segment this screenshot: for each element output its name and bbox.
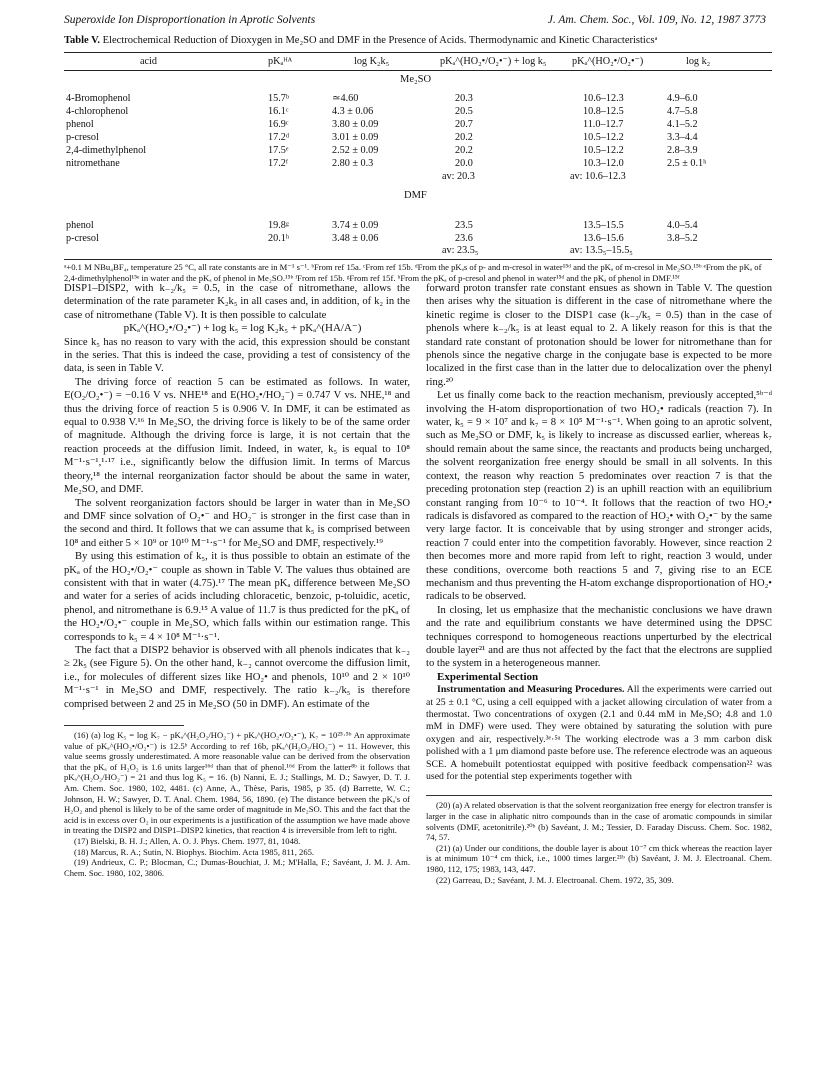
paragraph-text: All the experiments were carried out at 25 ± 0.1 °C, using a cell equipped with a jacket allowing circulation of water from a thermostat. Two concentrations of oxygen (2.1 and 0.44 mM in Me₂SO; 4.8 and 1.0 mM in DMF) were used. They were obtained by saturating the solution with pure oxygen and air, respectively.³ᵉ·⁵ᵃ The working electrode was a 3 mm carbon disk polished with a 1 μm diamond paste before use. The reference electrode was an aqueous SCE. A homebuilt potentiostat equipped with positive feedback compensation²² was used for the potential step experiments together with [426, 684, 773, 783]
section-heading: Experimental Section [437, 670, 539, 683]
col-header-pka-logk5: pKₐ^(HO₂•/O₂•⁻) + log k₅ [440, 56, 547, 67]
cell-logk2k5: 2.52 ± 0.09 [332, 145, 379, 156]
cell-logk2k5: 3.74 ± 0.09 [332, 220, 379, 231]
cell-avg-pka: av: 13.5₅–15.5₅ [570, 245, 633, 256]
cell-pka-range: 13.5–15.5 [583, 220, 624, 231]
cell-sum: 23.6 [455, 233, 473, 244]
cell-logk2: 4.9–6.0 [667, 93, 698, 104]
col-header-acid: acid [140, 56, 157, 67]
footnote-divider [64, 725, 184, 726]
reference: (18) Marcus, R. A.; Sutin, N. Biophys. Biochim. Acta 1985, 811, 265. [74, 846, 315, 857]
cell-pka: 20.1ʰ [268, 233, 290, 244]
footnote-references [64, 730, 410, 878]
reference: (20) (a) A related observation is that the solvent reorganization free energy for electron transfer is larger in the case in aliphatic nitro compounds than in the case of aromatic compounds in similar solvents (DMF, acetonitrile).²⁰ᵇ (b) Savéant, J. M.; Tessier, D. Faraday Discuss. Chem. Soc. 1982, 74, 57. [426, 800, 772, 843]
cell-acid: p-cresol [66, 132, 99, 143]
right-column [426, 282, 772, 885]
cell-logk2: 3.3–4.4 [667, 132, 698, 143]
cell-pka: 15.7ᵇ [268, 93, 289, 104]
cell-logk2: 2.8–3.9 [667, 145, 698, 156]
table-caption-text: Electrochemical Reduction of Dioxygen in Me₂SO and DMF in the Presence of Acids. Thermodynamic and Kinetic Characteristicsᵃ [102, 35, 658, 46]
cell-pka: 16.1ᶜ [268, 106, 289, 117]
cell-acid: 2,4-dimethylphenol [66, 145, 147, 156]
cell-logk2: 2.5 ± 0.1ʰ [667, 158, 707, 169]
paragraph: In closing, let us emphasize that the mechanistic conclusions we have drawn and the rate and equilibrium constants we have determined using the DPSC techniques correspond to homogeneous reactions unperturbed by the electrical double layer²¹ and are thus not affected by the fact that the electrons are supplied to the system in a heterogeneous manner. [426, 604, 772, 670]
cell-pka-range: 10.5–12.2 [583, 132, 624, 143]
running-header-citation: J. Am. Chem. Soc., Vol. 109, No. 12, 1987 3773 [547, 14, 766, 26]
cell-pka-range: 10.3–12.0 [583, 158, 624, 169]
cell-logk2: 4.1–5.2 [667, 119, 698, 130]
left-column [64, 282, 410, 878]
cell-pka-range: 13.6–15.6 [583, 233, 624, 244]
cell-avg-sum: av: 20.3 [442, 171, 475, 182]
paragraph [426, 684, 772, 783]
table-section-title: DMF [404, 190, 427, 201]
table-row [0, 220, 820, 233]
table-header-rule [64, 70, 772, 71]
cell-sum: 20.2 [455, 145, 473, 156]
table-row [0, 106, 820, 119]
paragraph: The fact that a DISP2 behavior is observed with all phenols indicates that k₋₂ ≥ 2k₅ (see Figure 5). On the other hand, k₋₂ cannot overcome the diffusion limit, i.e., for molecules of different sizes like HO₂• and phenols, 10¹⁰ and 2 × 10¹⁰ M⁻¹·s⁻¹ in Me₂SO and DMF, respectively. The ratio k₋₂/k₅ is therefore comprised between 2 and 25 in Me₂SO (50 in DMF). An estimate of the [64, 644, 410, 710]
cell-pka: 17.2ᶠ [268, 158, 288, 169]
running-header-title: Superoxide Ion Disproportionation in Aprotic Solvents [64, 14, 316, 26]
cell-acid: 4-chlorophenol [66, 106, 129, 117]
table-row [0, 93, 820, 106]
table-top-rule [64, 52, 772, 53]
footnote-divider [426, 795, 772, 796]
cell-pka: 19.8ᵍ [268, 220, 289, 231]
reference: (21) (a) Under our conditions, the double layer is about 10⁻⁷ cm thick whereas the reaction layer is at minimum 10⁻⁴ cm thick, i.e., 1000 times larger.²¹ᵇ (b) Savéant, J. M. J. Electroanal. Chem. 1980, 112, 175; 1983, 143, 447. [426, 842, 772, 874]
cell-sum: 20.5 [455, 106, 473, 117]
cell-sum: 20.2 [455, 132, 473, 143]
cell-logk2k5: 2.80 ± 0.3 [332, 158, 374, 169]
cell-pka: 17.2ᵈ [268, 132, 289, 143]
cell-acid: phenol [66, 119, 94, 130]
paragraph: forward proton transfer rate constant ensues as shown in Table V. The question then arises why the situation is different in the case of nitromethane where the kinetic regime is closer to the DISP1 case (k₋₂/k₅ = 0.5) than in the case of phenols where k₋₂/k₅ is at least equal to 2. A likely reason for this is that the standard rate constant of protonation should be lower for nitromethane than for phenols since the negative charge in the conjugate base is expected to be more localized in the first case than in the latter due to delocalization over the phenyl ring.²⁰ [426, 283, 772, 388]
col-header-pka-ho2: pKₐ^(HO₂•/O₂•⁻) [572, 56, 644, 67]
table-row [0, 132, 820, 145]
equation: pKₐ^(HO₂•/O₂•⁻) + log k₅ = log K₂k₅ + pKₐ^(HA/A⁻) [123, 322, 362, 335]
reference: (17) Bielski, B. H. J.; Allen, A. O. J. Phys. Chem. 1977, 81, 1048. [74, 835, 301, 846]
table-row [0, 145, 820, 158]
cell-sum: 23.5 [455, 220, 473, 231]
cell-avg-sum: av: 23.5₅ [442, 245, 479, 256]
reference: (19) Andrieux, C. P.; Blocman, C.; Dumas-Bouchiat, J. M.; M'Halla, F.; Savéant, J. M. J. Am. Chem. Soc. 1980, 102, 3806. [64, 857, 410, 878]
cell-pka-range: 10.6–12.3 [583, 93, 624, 104]
paragraph: Since k₅ has no reason to vary with the acid, this expression should be constant in the series. That this is indeed the case, providing a test of consistency of the data, is seen in Table V. [64, 336, 410, 375]
cell-logk2: 3.8–5.2 [667, 233, 698, 244]
cell-pka-range: 10.5–12.2 [583, 145, 624, 156]
cell-sum: 20.3 [455, 93, 473, 104]
paragraph: Let us finally come back to the reaction mechanism, previously accepted,⁵ᵇ⁻ᵈ involving the H-atom disproportionation of two HO₂• radicals (reaction 7). In water, k₅ = 9 × 10⁷ and k₇ = 8 × 10⁵ M⁻¹·s⁻¹. When going to an aprotic solvent, such as Me₂SO or DMF, k₅ is likely to increase as discussed earlier, whereas k₇ should remain about the same since, the reactants and products being uncharged, the solvent reorganization free energy should be small in all solvents. In this context, the reason why reaction 5 predominates over reaction 7 is that the preceding protonation step (reaction 2) is an uphill reaction with an equilibrium constant ranging from 10⁻⁶ to 10⁻⁴. It follows that the reaction of two HO₂• radicals is disfavored as compared to the reaction of HO₂• with O₂•⁻ by the same very large factor. It is conceivable that by using stronger and stronger acids, reaction 7 could enter into the competition favorably. However, since reaction 2 then becomes more and more rapid from left to right, reaction 3 would, under these conditions, overcome both reactions 5 and 7, giving rise to an ECE mechanism and thus preventing the H-atom exchange disproportionation of HO₂• radicals to be observed. [426, 390, 772, 603]
table-section-title: Me₂SO [400, 74, 432, 85]
table-bottom-rule [64, 259, 772, 260]
paragraph: DISP1–DISP2, with k₋₂/k₅ = 0.5, in the case of nitromethane, allows the determination of the rate parameter K₂k₅ in all cases and, in addition, of k₂ in the case of nitromethane (Table V). It is then possible to calculate [64, 283, 410, 321]
table-avg-row [0, 171, 820, 184]
paragraph: The driving force of reaction 5 can be estimated as follows. In water, E(O₂/O₂•⁻) = −0.16 V vs. NHE¹⁸ and E(HO₂•/HO₂⁻) = 0.747 V vs. NHE,¹⁸ and thus the driving force of reaction 5 is 0.906 V. In DMF, it can be estimated as equal to 0.938 V.¹⁶ In Me₂SO, the driving force is likely to be of the same order of magnitude. Although the driving force is large, it is not certain that the reaction proceeds at the diffusion limit. Indeed, in water, k₅ is equal to 10⁸ M⁻¹·s⁻¹,¹·¹⁷ i.e., significantly below the diffusion limit. In terms of Marcus theory,¹⁸ the internal reorganization factor should be about the same in water, Me₂SO, and DMF. [64, 376, 410, 496]
cell-pka: 16.9ᶜ [268, 119, 289, 130]
cell-logk2k5: 3.48 ± 0.06 [332, 233, 379, 244]
table-row [0, 119, 820, 132]
cell-pka-range: 10.8–12.5 [583, 106, 624, 117]
cell-acid: 4-Bromophenol [66, 93, 131, 104]
cell-logk2k5: 3.01 ± 0.09 [332, 132, 379, 143]
cell-logk2k5: ≃4.60 [332, 93, 359, 104]
cell-logk2k5: 3.80 ± 0.09 [332, 119, 379, 130]
cell-logk2k5: 4.3 ± 0.06 [332, 106, 374, 117]
cell-logk2: 4.0–5.4 [667, 220, 698, 231]
cell-pka-range: 11.0–12.7 [583, 119, 624, 130]
table-footnote: ᵃ+0.1 M NBu₄BF₄, temperature 25 °C, all rate constants are in M⁻¹ s⁻¹. ᵇFrom ref 15a. ᶜFrom ref 15b. ᵈFrom the pKₐs of p- and m-cresol in water¹⁵ᵈ and the pKₐ of m-cresol in Me₂SO.¹⁵ᵇ ᵉFrom the pKₐ of 2,4-dimethylphenol¹⁵ᵉ in water and the pKₐ of phenol in Me₂SO.¹⁵ᵇ ᶠFrom ref 15b. ᵍFrom ref 15f. ʰFrom the pKₐ of p-cresol and phenol in water¹⁵ᵈ and the pKₐ of phenol in DMF.¹⁵ᶠ [64, 262, 762, 283]
cell-avg-pka: av: 10.6–12.3 [570, 171, 626, 182]
table-avg-row [0, 245, 820, 258]
table-row [0, 158, 820, 171]
reference: (16) (a) log K₅ = log K₇ − pKₐ^(H₂O₂/HO₂⁻) + pKₐ^(HO₂•/O₂•⁻), K₇ = 10²⁵·⁵ᵇ An approximate value of pKₐ^(HO₂•/O₂•⁻) is 12.5ᵇ According to ref 16b, pKₐ^(H₂O₂/HO₂⁻) = 11. However, this value seems grossly underestimated. A more reasonable value can be derived from the observation that the pKₐ of H₂O₂ is 1.6 units larger¹⁶ᵈ than that of phenol.¹⁶ᵈ From the latter⁸ᵇ it follows that pKₐ^(H₂O₂/HO₂⁻) = 21 and thus log K₅ = 16. (b) Nanni, E. J.; Stallings, M. D.; Sawyer, D. T. J. Am. Chem. Soc. 1980, 102, 4481. (c) Anne, A., Thèse, Paris, 1985, p 35. (d) Barrette, W. C.; Johnson, H. W.; Sawyer, D. T. Anal. Chem. 1984, 56, 1890. (e) The distance between the pKₐ's of H₂O₂ and phenol is likely to be of the same order of magnitude in Me₂SO. This and the fact that the acid is in excess over O₂ in our experiments is a justification of the assumption we have made above in treating the DISP2 and DISP1–DISP2 kinetics, that reaction 4 is irreversible from left to right. [64, 730, 410, 836]
paragraph: By using this estimation of k₅, it is thus possible to obtain an estimate of the pKₐ of the HO₂•/O₂•⁻ couple as shown in Table V. The values thus obtained are consistent with that in water (4.75).¹⁷ The mean pKₐ difference between Me₂SO and water for a series of acids including chloracetic, benzoic, p-toluidic, acetic, phenol, and nitromethane is 6.9.¹⁵ A value of 11.7 is thus predicted for the pKₐ of the HO₂•/O₂•⁻ couple in Me₂SO, which falls within our estimation range. This corresponds to k₅ = 4 × 10⁸ M⁻¹·s⁻¹. [64, 551, 410, 643]
reference: (22) Garreau, D.; Savéant, J. M. J. Electroanal. Chem. 1972, 35, 309. [436, 874, 674, 885]
cell-acid: nitromethane [66, 158, 120, 169]
paragraph: The solvent reorganization factors should be larger in water than in Me₂SO and DMF since solvation of O₂•⁻ and HO₂⁻ is stronger in the first case than in the second and third. It follows that we can assume that k₅ is comprised between 10⁸ and either 5 × 10⁹ or 10¹⁰ M⁻¹·s⁻¹ for Me₂SO and DMF, respectively.¹⁹ [64, 497, 410, 549]
cell-sum: 20.0 [455, 158, 473, 169]
cell-acid: p-cresol [66, 233, 99, 244]
cell-sum: 20.7 [455, 119, 473, 130]
cell-pka: 17.5ᵉ [268, 145, 289, 156]
cell-logk2: 4.7–5.8 [667, 106, 698, 117]
cell-acid: phenol [66, 220, 94, 231]
col-header-log-k2: log k₂ [686, 56, 711, 67]
run-in-heading: Instrumentation and Measuring Procedures. [437, 684, 625, 696]
footnote-references [426, 800, 772, 885]
col-header-log-k2k5: log K₂k₅ [354, 56, 390, 67]
table-label: Table V. [64, 35, 100, 46]
table-caption [64, 35, 772, 46]
col-header-pka-ha: pKₐᴴᴬ [268, 56, 293, 67]
